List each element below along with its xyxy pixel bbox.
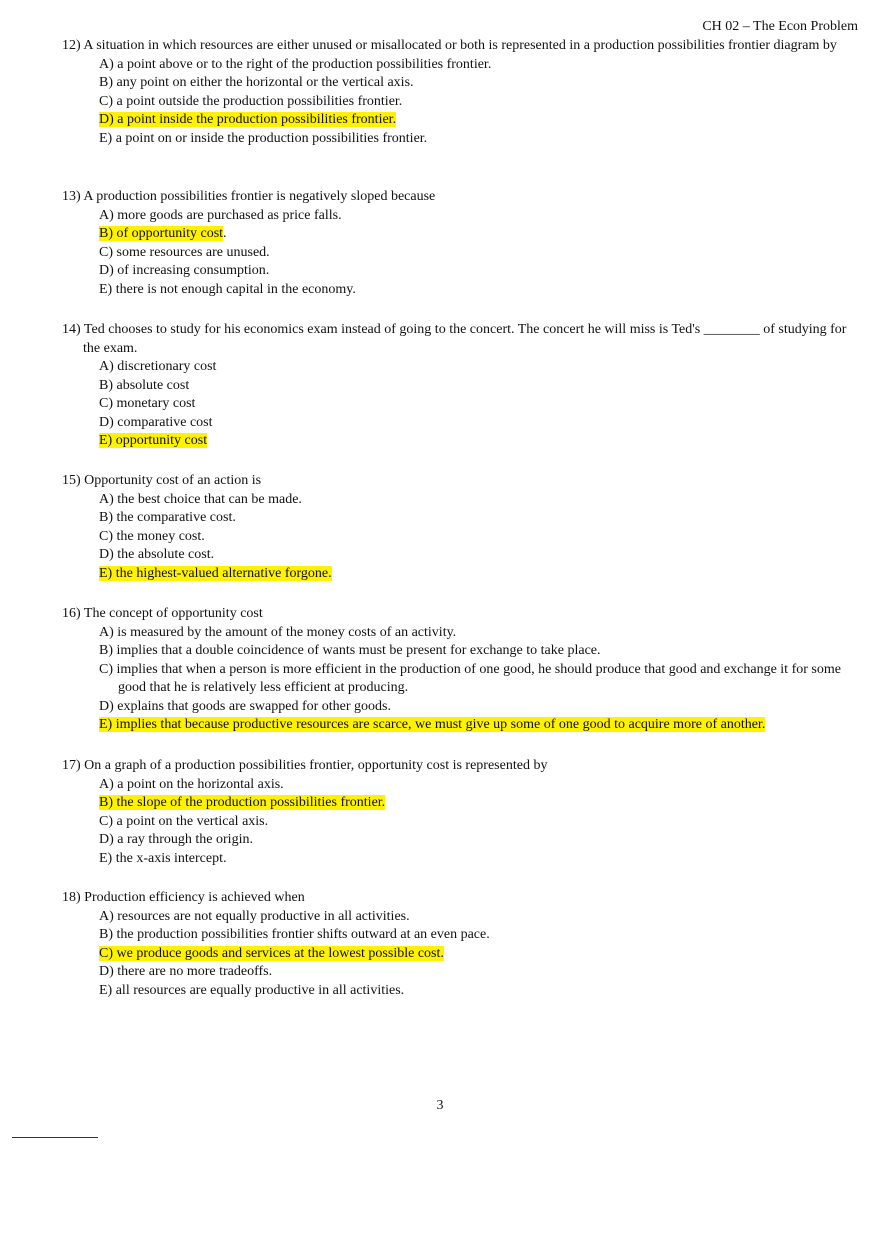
choice-a: A) a point on the horizontal axis.: [99, 776, 284, 792]
choice-e: E) all resources are equally productive in all activities.: [99, 982, 405, 998]
answer-choices: [99, 358, 852, 451]
question-14: [62, 321, 852, 451]
question-stem: 14) Ted chooses to study for his economics exam instead of going to the concert. The concert he will miss is Ted's ________ of studying for the exam.: [62, 322, 847, 356]
choice-c: C) monetary cost: [99, 396, 196, 411]
choice-c: C) implies that when a person is more efficient in the production of one good, he should produce that good and exchange it for some good that he is relatively less efficient at producing.: [99, 661, 841, 695]
choice-e-correct: E) implies that because productive resources are scarce, we must give up some of one good to acquire more of another.: [99, 717, 766, 732]
answer-choices: [99, 56, 852, 149]
choice-d: D) there are no more tradeoffs.: [99, 964, 273, 979]
question-stem: 18) Production efficiency is achieved when: [62, 890, 305, 905]
choice-b-correct: B) of opportunity cost.: [99, 226, 227, 241]
footnote-rule: [12, 1137, 98, 1138]
choice-a: A) resources are not equally productive in all activities.: [99, 908, 410, 924]
question-15: [62, 472, 852, 583]
question-18: [62, 889, 852, 1000]
question-stem: 12) A situation in which resources are either unused or misallocated or both is represented in a production possibilities frontier diagram by: [62, 38, 837, 53]
choice-a: A) discretionary cost: [99, 359, 217, 374]
choice-d: D) comparative cost: [99, 414, 213, 430]
choice-b: B) absolute cost: [99, 377, 190, 393]
choice-b: B) the comparative cost.: [99, 510, 236, 525]
question-stem: 17) On a graph of a production possibilities frontier, opportunity cost is represented by: [62, 758, 548, 773]
choice-a: A) a point above or to the right of the production possibilities frontier.: [99, 56, 492, 72]
answer-choices: [99, 207, 852, 300]
answer-choices: [99, 624, 852, 735]
question-stem: 13) A production possibilities frontier is negatively sloped because: [62, 189, 436, 204]
choice-b: B) any point on either the horizontal or the vertical axis.: [99, 75, 414, 90]
question-stem: 16) The concept of opportunity cost: [62, 606, 263, 621]
question-12: [62, 37, 852, 148]
choice-c: C) the money cost.: [99, 528, 205, 544]
running-header: CH 02 – The Econ Problem: [702, 19, 858, 34]
choice-e: E) the x-axis intercept.: [99, 850, 227, 866]
choice-c-correct: C) we produce goods and services at the lowest possible cost.: [99, 945, 444, 961]
choice-e-correct: E) opportunity cost: [99, 433, 208, 448]
answer-choices: [99, 908, 852, 1001]
choice-b: B) implies that a double coincidence of wants must be present for exchange to take place.: [99, 643, 601, 658]
question-17: [62, 757, 852, 868]
choice-c: C) some resources are unused.: [99, 244, 270, 260]
page-number: 3: [436, 1098, 444, 1113]
answer-choices: [99, 776, 852, 869]
choice-c: C) a point outside the production possibilities frontier.: [99, 93, 403, 109]
choice-d: D) of increasing consumption.: [99, 263, 270, 278]
choice-b-correct: B) the slope of the production possibilities frontier.: [99, 795, 386, 810]
question-16: [62, 605, 852, 735]
choice-e-correct: E) the highest-valued alternative forgone.: [99, 565, 332, 581]
choice-a: A) the best choice that can be made.: [99, 491, 302, 507]
choice-a: A) is measured by the amount of the money costs of an activity.: [99, 624, 457, 640]
choice-d-correct: D) a point inside the production possibilities frontier.: [99, 112, 397, 127]
choice-e: E) there is not enough capital in the economy.: [99, 281, 356, 297]
choice-a: A) more goods are purchased as price falls.: [99, 207, 342, 223]
choice-d: D) a ray through the origin.: [99, 832, 253, 847]
choice-b: B) the production possibilities frontier shifts outward at an even pace.: [99, 927, 490, 942]
question-13: [62, 188, 852, 299]
choice-d: D) explains that goods are swapped for other goods.: [99, 698, 391, 714]
choice-c: C) a point on the vertical axis.: [99, 813, 269, 829]
answer-choices: [99, 491, 852, 584]
choice-d: D) the absolute cost.: [99, 547, 215, 562]
choice-e: E) a point on or inside the production possibilities frontier.: [99, 130, 428, 146]
question-stem: 15) Opportunity cost of an action is: [62, 473, 262, 488]
